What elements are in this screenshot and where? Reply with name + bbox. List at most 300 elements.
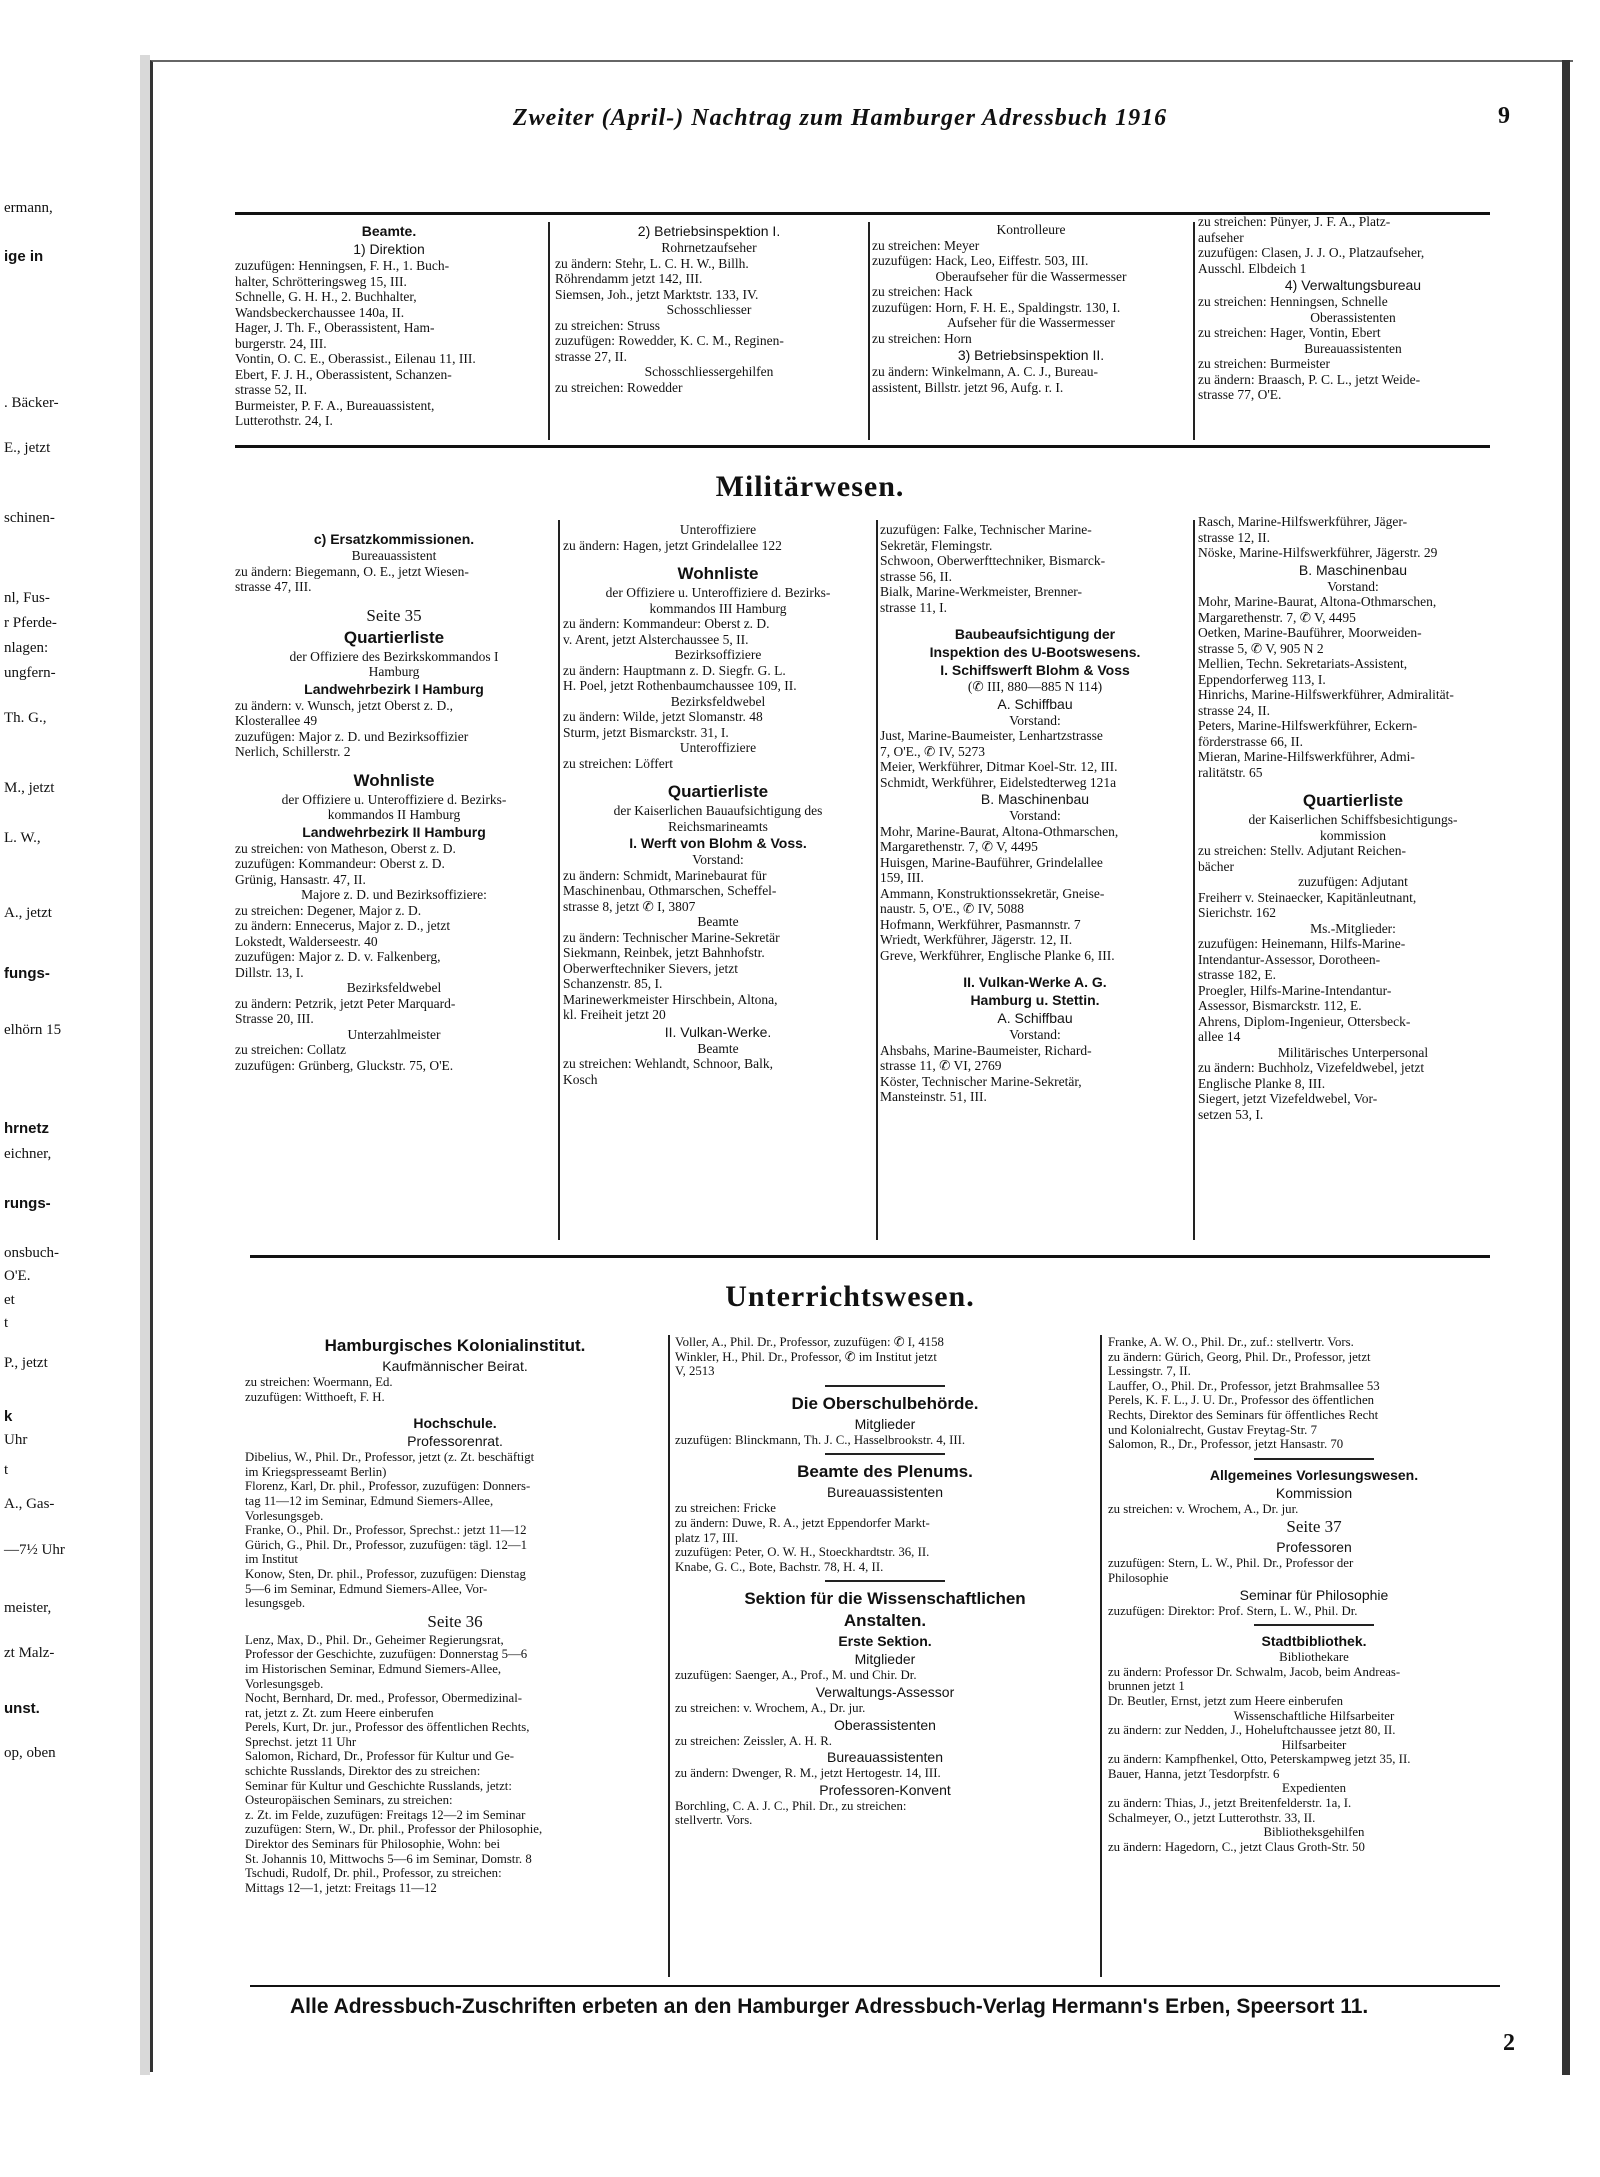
entry-heading: Erste Sektion. — [838, 1633, 932, 1650]
entry-line: setzen 53, I. — [1198, 1106, 1264, 1122]
entry-line: Mohr, Marine-Baurat, Altona-Othmarschen, — [1198, 594, 1437, 609]
entry-subheading: Professoren — [1276, 1539, 1352, 1556]
column-divider — [1193, 520, 1195, 1240]
entry-line: zu streichen: Collatz — [235, 1042, 346, 1057]
left-page-text: ige in — [4, 248, 44, 265]
entry-heading: Anstalten. — [843, 1611, 927, 1631]
left-page-text: E., jetzt — [4, 440, 51, 456]
section-rule — [235, 445, 1490, 448]
top-col-2 — [555, 222, 863, 395]
entry-line: Vorstand: — [692, 852, 744, 867]
entry-line: Tschudi, Rudolf, Dr. phil., Professor, zu streichen: — [245, 1866, 502, 1881]
entry-line: Seminar für Kultur und Geschichte Russlands, jetzt: — [245, 1778, 512, 1793]
spacer — [563, 771, 873, 781]
left-page-text: t — [4, 1462, 9, 1478]
mil-col-2 — [563, 522, 873, 1087]
entry-line: zu ändern: Braasch, P. C. L., jetzt Weide- — [1198, 371, 1421, 387]
entry-line: Nerlich, Schillerstr. 2 — [235, 744, 351, 759]
entry-line: Schosschliessergehilfen — [644, 364, 774, 379]
entry-line: zuzufügen: Adjutant — [1298, 874, 1408, 889]
entry-line: 159, III. — [880, 870, 924, 885]
entry-line: zuzufügen: Major z. D. und Bezirksoffizier — [235, 728, 469, 744]
left-page-text: L. W., — [4, 830, 41, 846]
entry-line: Kontrolleure — [996, 222, 1066, 237]
entry-line: Ahrens, Diplom-Ingenieur, Ottersbeck- — [1198, 1013, 1411, 1029]
entry-heading: Beamte des Plenums. — [797, 1462, 973, 1482]
entry-line: Dibelius, W., Phil. Dr., Professor, jetzt (z. Zt. beschäftigt — [245, 1450, 535, 1465]
entry-line: Proegler, Hilfs-Marine-Intendantur- — [1198, 982, 1392, 998]
entry-subheading: Oberassistenten — [834, 1716, 936, 1733]
entry-subheading: B. Maschinenbau — [980, 791, 1090, 807]
entry-line: aufseher — [1198, 229, 1244, 245]
entry-line: strasse 5, ✆ V, 905 N 2 — [1198, 640, 1324, 656]
spacer — [235, 760, 553, 770]
entry-line: Vontin, O. C. E., Oberassist., Eilenau 11, III. — [235, 351, 476, 366]
entry-heading: Baubeaufsichtigung der — [954, 626, 1116, 642]
entry-line: zu streichen: Stellv. Adjutant Reichen- — [1198, 843, 1406, 858]
entry-line: kommandos III Hamburg — [649, 600, 787, 616]
entry-line: Franke, A. W. O., Phil. Dr., zuf.: stellvertr. Vors. — [1108, 1335, 1354, 1349]
entry-line: kommandos II Hamburg — [327, 807, 461, 822]
entry-line: Schosschliesser — [666, 302, 752, 317]
short-rule — [1254, 1624, 1374, 1626]
entry-line: Borchling, C. A. J. C., Phil. Dr., zu streichen: — [675, 1798, 907, 1813]
entry-heading: Quartierliste — [343, 627, 445, 647]
entry-line: zu streichen: Meyer — [872, 237, 980, 253]
entry-subheading: II. Vulkan-Werke. — [664, 1023, 772, 1040]
entry-line: Mellien, Techn. Sekretariats-Assistent, — [1198, 656, 1408, 671]
entry-line: Ausschl. Elbdeich 1 — [1198, 260, 1307, 276]
left-page-fragment — [0, 55, 143, 2075]
left-page-text: op, oben — [4, 1745, 56, 1761]
left-page-text: Uhr — [4, 1432, 28, 1448]
left-page-text: schinen- — [4, 510, 55, 526]
entry-heading: Wohnliste — [353, 770, 435, 790]
entry-line: zu ändern: Schmidt, Marinebaurat für — [563, 867, 767, 883]
entry-heading: Landwehrbezirk II Hamburg — [302, 823, 486, 840]
entry-line: strasse 52, II. — [235, 382, 307, 397]
page-reference: Seite 37 — [1286, 1517, 1342, 1537]
entry-subheading: 1) Direktion — [353, 241, 425, 257]
entry-line: Nocht, Bernhard, Dr. med., Professor, Obermedizinal- — [245, 1691, 523, 1706]
mil-col-4 — [1198, 514, 1508, 1122]
short-rule — [1254, 1458, 1374, 1460]
left-page-text: t — [4, 1315, 9, 1331]
entry-line: Englische Planke 8, III. — [1198, 1075, 1326, 1091]
entry-heading: Quartierliste — [667, 782, 769, 801]
entry-line: Bialk, Marine-Werkmeister, Brenner- — [880, 584, 1083, 599]
entry-line: Hofmann, Werkführer, Pasmannstr. 7 — [880, 916, 1081, 932]
entry-line: zu ändern: Professor Dr. Schwalm, Jacob, beim Andreas- — [1108, 1664, 1401, 1679]
entry-subheading: Professoren-Konvent — [819, 1781, 951, 1798]
entry-line: z. Zt. im Felde, zuzufügen: Freitags 12—2 im Seminar — [245, 1807, 526, 1822]
entry-line: Schanzenstr. 85, I. — [563, 976, 663, 991]
entry-line: zu streichen: Henningsen, Schnelle — [1198, 294, 1388, 309]
entry-line: zu streichen: Löffert — [563, 755, 673, 771]
entry-line: Reichsmarineamts — [668, 818, 768, 834]
entry-line: zu ändern: Wilde, jetzt Slomanstr. 48 — [563, 709, 763, 724]
footer-rule — [250, 1985, 1500, 1987]
entry-line: zuzufügen: Rowedder, K. C. M., Reginen- — [555, 333, 784, 348]
entry-subheading: 2) Betriebsinspektion I. — [637, 223, 781, 239]
section-title-unterrichtswesen: Unterrichtswesen. — [725, 1280, 975, 1313]
entry-line: Hager, J. Th. F., Oberassistent, Ham- — [235, 320, 435, 335]
top-col-1 — [235, 222, 543, 429]
top-col-3 — [872, 222, 1190, 395]
page-reference: Seite 35 — [366, 605, 422, 625]
entry-line: lesungsgeb. — [245, 1596, 306, 1611]
entry-line: Margarethenstr. 7, ✆ V, 4495 — [880, 839, 1038, 854]
entry-line: zu streichen: Horn — [872, 330, 972, 346]
entry-line: Professor der Geschichte, zuzufügen: Donnerstag 5—6 — [245, 1647, 528, 1662]
entry-heading: I. Werft von Blohm & Voss. — [629, 835, 807, 851]
entry-line: Nöske, Marine-Hilfswerkführer, Jägerstr. 29 — [1198, 545, 1438, 560]
short-rule — [825, 1385, 945, 1387]
entry-line: Siegert, jetzt Vizefeldwebel, Vor- — [1198, 1091, 1378, 1106]
entry-line: Bauer, Hanna, jetzt Tesdorpfstr. 6 — [1108, 1766, 1280, 1781]
left-page-text: eichner, — [4, 1146, 52, 1162]
spacer — [235, 595, 553, 605]
entry-line: Margarethenstr. 7, ✆ V, 4495 — [1198, 609, 1356, 625]
entry-line: strasse 8, jetzt ✆ I, 3807 — [563, 898, 696, 914]
entry-line: bächer — [1198, 858, 1234, 874]
entry-line: zu ändern: Hauptmann z. D. Siegfr. G. L. — [563, 662, 786, 678]
entry-line: zu streichen: v. Wrochem, A., Dr. jur. — [1108, 1501, 1299, 1516]
entry-line: strasse 11, ✆ VI, 2769 — [880, 1058, 1002, 1073]
entry-line: strasse 12, II. — [1198, 529, 1270, 545]
mil-col-3 — [880, 522, 1190, 1105]
entry-line: Peters, Marine-Hilfswerkführer, Eckern- — [1198, 718, 1418, 733]
entry-line: zu ändern: Ennecerus, Major z. D., jetzt — [235, 918, 451, 933]
entry-line: Just, Marine-Baumeister, Lenhartzstrasse — [880, 728, 1103, 743]
entry-line: im Historischen Seminar, Edmund Siemers-Allee, — [245, 1661, 502, 1676]
left-page-text: elhörn 15 — [4, 1022, 62, 1038]
entry-heading: c) Ersatzkommissionen. — [313, 531, 475, 547]
entry-line: Vorstand: — [1009, 712, 1061, 728]
left-page-text: r Pferde- — [4, 615, 57, 631]
entry-line: Bureauassistenten — [1304, 340, 1402, 356]
entry-line: Vorlesungsgeb. — [245, 1508, 324, 1523]
entry-line: H. Poel, jetzt Rothenbaumchaussee 109, II. — [563, 678, 797, 693]
entry-line: Sturm, jetzt Bismarckstr. 31, I. — [563, 724, 729, 740]
entry-line: Konow, Sten, Dr. phil., Professor, zuzufügen: Dienstag — [245, 1566, 526, 1581]
entry-line: zuzufügen: Falke, Technischer Marine- — [880, 522, 1092, 537]
entry-line: zuzufügen: Stern, W., Dr. phil., Professor der Philosophie, — [245, 1822, 543, 1837]
entry-subheading: Mitglieder — [854, 1651, 916, 1668]
entry-line: Expedienten — [1282, 1781, 1346, 1796]
entry-line: zuzufügen: Peter, O. W. H., Stoeckhardtstr. 36, II. — [675, 1545, 930, 1560]
left-page-text: meister, — [4, 1600, 52, 1616]
entry-line: Sierichstr. 162 — [1198, 905, 1276, 920]
entry-line: Lenz, Max, D., Phil. Dr., Geheimer Regierungsrat, — [245, 1632, 504, 1647]
entry-heading: Die Oberschulbehörde. — [791, 1393, 979, 1413]
left-page-text: A., jetzt — [4, 905, 52, 921]
entry-line: Intendantur-Assessor, Dorotheen- — [1198, 951, 1381, 967]
entry-line: Direktor des Seminars für Philosophie, Wohn: bei — [245, 1837, 500, 1852]
entry-line: zu ändern: Biegemann, O. E., jetzt Wiesen- — [235, 563, 469, 579]
entry-subheading: 3) Betriebsinspektion II. — [957, 347, 1105, 363]
page-edge — [1562, 60, 1570, 2075]
entry-subheading: A. Schiffbau — [997, 695, 1073, 712]
page-number: 9 — [1498, 103, 1510, 129]
entry-line: V, 2513 — [675, 1364, 715, 1379]
entry-line: zu ändern: Kommandeur: Oberst z. D. — [563, 616, 770, 631]
entry-line: Philosophie — [1108, 1570, 1169, 1585]
entry-line: zuzufügen: Saenger, A., Prof., M. und Chir. Dr. — [675, 1668, 917, 1683]
entry-line: strasse 56, II. — [880, 568, 952, 584]
entry-line: Meier, Werkführer, Ditmar Koel-Str. 12, III. — [880, 759, 1118, 774]
entry-line: Hamburg — [368, 664, 420, 679]
entry-line: zu streichen: Struss — [555, 317, 660, 333]
entry-line: 7, O'E., ✆ IV, 5273 — [880, 743, 985, 759]
entry-subheading: Bureauassistenten — [827, 1484, 943, 1501]
entry-line: strasse 27, II. — [555, 348, 627, 364]
entry-heading: Landwehrbezirk I Hamburg — [304, 680, 484, 697]
entry-heading: Beamte. — [361, 223, 417, 239]
entry-subheading: Mitglieder — [854, 1415, 916, 1432]
entry-line: Perels, Kurt, Dr. jur., Professor des öffentlichen Rechts, — [245, 1720, 530, 1735]
entry-line: zu ändern: Hagedorn, C., jetzt Claus Groth-Str. 50 — [1108, 1839, 1365, 1854]
entry-subheading: 4) Verwaltungsbureau — [1284, 277, 1422, 293]
entry-line: Wissenschaftliche Hilfsarbeiter — [1233, 1708, 1395, 1723]
entry-line: Lokstedt, Walderseestr. 40 — [235, 933, 378, 949]
entry-line: der Kaiserlichen Bauaufsichtigung des — [613, 803, 823, 818]
left-page-text: nl, Fus- — [4, 590, 50, 606]
entry-line: Assessor, Bismarckstr. 112, E. — [1198, 998, 1362, 1013]
entry-line: allee 14 — [1198, 1029, 1241, 1044]
entry-line: brunnen jetzt 1 — [1108, 1679, 1185, 1694]
unt-col-3 — [1108, 1335, 1520, 1854]
entry-line: zuzufügen: Grünberg, Gluckstr. 75, O'E. — [235, 1057, 454, 1073]
entry-line: Dr. Beutler, Ernst, jetzt zum Heere einberufen — [1108, 1693, 1344, 1708]
spacer — [245, 1404, 665, 1414]
entry-heading: Sektion für die Wissenschaftlichen — [744, 1589, 1026, 1609]
entry-line: Schwoon, Oberwerfttechniker, Bismarck- — [880, 553, 1106, 568]
entry-line: Oberwerftechniker Sievers, jetzt — [563, 960, 739, 976]
unt-col-2 — [675, 1335, 1095, 1828]
entry-line: Florenz, Karl, Dr. phil., Professor, zuzufügen: Donners- — [245, 1479, 531, 1494]
page-header-title: Zweiter (April-) Nachtrag zum Hamburger Adressbuch 1916 — [512, 105, 1168, 131]
entry-line: Gürich, G., Phil. Dr., Professor, zuzufügen: tägl. 12—1 — [245, 1537, 528, 1552]
entry-line: zu ändern: v. Wunsch, jetzt Oberst z. D., — [235, 697, 454, 713]
entry-line: Mansteinstr. 51, III. — [880, 1089, 987, 1104]
entry-heading: Hochschule. — [413, 1415, 497, 1432]
entry-line: Siemsen, Joh., jetzt Marktstr. 133, IV. — [555, 286, 759, 302]
left-page-text: hrnetz — [4, 1120, 49, 1137]
left-page-text: ermann, — [4, 200, 53, 216]
left-page-text: Th. G., — [4, 710, 47, 726]
entry-line: halter, Schrötteringsweg 15, III. — [235, 273, 407, 289]
entry-subheading: Verwaltungs-Assessor — [815, 1683, 955, 1700]
entry-line: der Offiziere u. Unteroffiziere d. Bezirks- — [605, 585, 831, 600]
left-page-text: O'E. — [4, 1268, 31, 1284]
entry-line: Lauffer, O., Phil. Dr., Professor, jetzt Brahmsallee 53 — [1108, 1378, 1380, 1393]
entry-line: Majore z. D. und Bezirksoffiziere: — [301, 887, 487, 902]
entry-line: platz 17, III. — [675, 1530, 739, 1545]
entry-line: Unteroffiziere — [679, 522, 757, 537]
entry-line: der Kaiserlichen Schiffsbesichtigungs- — [1248, 812, 1458, 827]
entry-line: Vorstand: — [1009, 808, 1061, 823]
entry-line: Vorstand: — [1327, 578, 1379, 594]
entry-line: Bezirksfeldwebel — [346, 980, 442, 995]
entry-line: strasse 11, I. — [880, 599, 947, 615]
entry-line: assistent, Billstr. jetzt 96, Aufg. r. I. — [872, 379, 1064, 395]
entry-subheading: Kaufmännischer Beirat. — [382, 1358, 528, 1374]
entry-heading: II. Vulkan-Werke A. G. — [963, 974, 1107, 990]
entry-line: zu ändern: Winkelmann, A. C. J., Bureau- — [872, 364, 1099, 379]
entry-line: zu streichen: Wehlandt, Schnoor, Balk, — [563, 1056, 773, 1071]
entry-line: zuzufügen: Hack, Leo, Eiffestr. 503, III. — [872, 253, 1089, 268]
entry-line: Lessingstr. 7, II. — [1108, 1364, 1191, 1379]
entry-line: zu streichen: Fricke — [675, 1501, 776, 1516]
left-page-text: et — [4, 1292, 15, 1308]
entry-line: Ammann, Konstruktionssekretär, Gneise- — [880, 885, 1105, 901]
entry-line: Mohr, Marine-Baurat, Altona-Othmarschen, — [880, 823, 1119, 839]
entry-line: zuzufügen: Henningsen, F. H., 1. Buch- — [235, 258, 450, 273]
entry-subheading: Bureauassistenten — [827, 1749, 943, 1766]
entry-heading: Wohnliste — [677, 564, 759, 583]
entry-line: zu ändern: Petzrik, jetzt Peter Marquard- — [235, 995, 456, 1011]
entry-line: zu streichen: v. Wrochem, A., Dr. jur. — [675, 1700, 866, 1715]
entry-line: der Offiziere u. Unteroffiziere d. Bezirks- — [281, 791, 507, 807]
entry-line: Osteuropäischen Seminars, zu streichen: — [245, 1793, 453, 1808]
entry-line: Bezirksfeldwebel — [670, 693, 766, 709]
section-title-militaerwesen: Militärwesen. — [715, 470, 905, 503]
entry-subheading: A. Schiffbau — [997, 1010, 1073, 1026]
entry-line: Schmidt, Werkführer, Eidelstedterweg 121a — [880, 774, 1117, 790]
entry-line: zu streichen: Pünyer, J. F. A., Platz- — [1198, 214, 1391, 229]
entry-line: Voller, A., Phil. Dr., Professor, zuzufügen: ✆ I, 4158 — [675, 1335, 944, 1349]
left-page-text: onsbuch- — [4, 1245, 59, 1261]
entry-line: Militärisches Unterpersonal — [1277, 1044, 1429, 1060]
entry-line: Aufseher für die Wassermesser — [947, 315, 1115, 330]
entry-heading: I. Schiffswerft Blohm & Voss — [940, 662, 1130, 678]
entry-line: Lutterothstr. 24, I. — [235, 413, 333, 428]
entry-line: Hilfsarbeiter — [1281, 1737, 1347, 1752]
entry-line: v. Arent, jetzt Alsterchaussee 5, II. — [563, 631, 749, 647]
entry-line: Vorlesungsgeb. — [245, 1676, 324, 1691]
section-rule — [250, 1255, 1490, 1258]
entry-line: zuzufügen: Major z. D. v. Falkenberg, — [235, 949, 441, 964]
sheet-number: 2 — [1503, 2030, 1515, 2056]
unt-col-1 — [245, 1335, 665, 1895]
entry-line: naustr. 5, O'E., ✆ IV, 5088 — [880, 901, 1024, 916]
entry-line: Hinrichs, Marine-Hilfswerkführer, Admiralität- — [1198, 687, 1454, 702]
entry-line: zuzufügen: Clasen, J. J. O., Platzaufseher, — [1198, 245, 1425, 260]
entry-line: Franke, O., Phil. Dr., Professor, Sprechst.: jetzt 11—12 — [245, 1523, 527, 1538]
left-page-text: ungfern- — [4, 665, 56, 681]
entry-line: Siekmann, Reinbek, jetzt Bahnhofstr. — [563, 945, 765, 960]
entry-line: Huisgen, Marine-Bauführer, Grindelallee — [880, 854, 1103, 870]
entry-line: Röhrendamm jetzt 142, III. — [555, 271, 703, 286]
entry-line: im Kriegspresseamt Berlin) — [245, 1464, 387, 1479]
entry-subheading: B. Maschinenbau — [1298, 561, 1408, 578]
entry-line: kl. Freiheit jetzt 20 — [563, 1007, 666, 1022]
left-page-text: rungs- — [4, 1195, 51, 1212]
entry-line: Ms.-Mitglieder: — [1310, 920, 1396, 936]
short-rule — [825, 1580, 945, 1582]
entry-line: Bibliothekare — [1279, 1650, 1349, 1665]
entry-line: zuzufügen: Heinemann, Hilfs-Marine- — [1198, 936, 1406, 951]
entry-line: Wriedt, Werkführer, Jägerstr. 12, II. — [880, 932, 1073, 947]
spacer — [1198, 780, 1508, 790]
entry-line: Vorstand: — [1009, 1027, 1061, 1042]
entry-heading: Hamburg u. Stettin. — [970, 992, 1100, 1008]
left-page-text: unst. — [4, 1700, 40, 1717]
entry-line: zu streichen: Burmeister — [1198, 356, 1330, 371]
entry-line: zu streichen: Hager, Vontin, Ebert — [1198, 325, 1381, 340]
spacer — [880, 963, 1190, 973]
entry-line: kommission — [1319, 827, 1386, 843]
entry-heading: Inspektion des U-Bootswesens. — [929, 644, 1141, 660]
entry-line: Schnelle, G. H. H., 2. Buchhalter, — [235, 289, 417, 304]
entry-line: zu ändern: Thias, J., jetzt Breitenfelderstr. 1a, I. — [1108, 1796, 1352, 1811]
entry-line: Grünig, Hansastr. 47, II. — [235, 871, 366, 887]
entry-line: Strasse 20, III. — [235, 1011, 314, 1026]
entry-line: Ahsbahs, Marine-Baumeister, Richard- — [880, 1042, 1092, 1058]
column-divider — [868, 222, 870, 440]
entry-line: zu ändern: Gürich, Georg, Phil. Dr., Professor, jetzt — [1108, 1349, 1371, 1364]
entry-line: strasse 47, III. — [235, 579, 312, 594]
entry-line: Sprechst. jetzt 11 Uhr — [245, 1734, 357, 1749]
left-page-text: nlagen: — [4, 640, 49, 656]
entry-heading: Allgemeines Vorlesungswesen. — [1209, 1466, 1419, 1483]
entry-line: förderstrasse 66, II. — [1198, 733, 1303, 749]
column-divider — [1100, 1335, 1102, 1977]
entry-line: und Kolonialrecht, Gustav Freytag-Str. 7 — [1108, 1422, 1317, 1437]
entry-line: Maschinenbau, Othmarschen, Scheffel- — [563, 883, 777, 898]
left-page-text: k — [4, 1408, 13, 1425]
entry-line: St. Johannis 10, Mittwochs 5—6 im Seminar, Domstr. 8 — [245, 1851, 532, 1866]
entry-line: zuzufügen: Direktor: Prof. Stern, L. W., Phil. Dr. — [1108, 1603, 1358, 1618]
entry-line: Rechts, Direktor des Seminars für öffentliches Recht — [1108, 1407, 1379, 1422]
entry-line: Perels, K. F. L., J. U. Dr., Professor des öffentlichen — [1108, 1393, 1375, 1408]
entry-line: Oberassistenten — [1310, 309, 1396, 325]
entry-line: Mittags 12—1, jetzt: Freitags 11—12 — [245, 1880, 437, 1895]
entry-line: Unteroffiziere — [679, 740, 757, 755]
entry-line: Köster, Technischer Marine-Sekretär, — [880, 1073, 1082, 1089]
entry-line: Klosterallee 49 — [235, 713, 318, 728]
entry-line: zuzufügen: Blinckmann, Th. J. C., Hasselbrookstr. 4, III. — [675, 1432, 966, 1447]
entry-line: zu streichen: Zeissler, A. H. R. — [675, 1733, 832, 1748]
spacer — [563, 553, 873, 563]
entry-line: Marinewerkmeister Hirschbein, Altona, — [563, 991, 778, 1007]
column-divider — [668, 1335, 670, 1977]
entry-line: Knabe, G. C., Bote, Bachstr. 78, H. 4, II. — [675, 1559, 884, 1574]
entry-heading: Stadtbibliothek. — [1261, 1633, 1367, 1650]
spacer — [880, 615, 1190, 625]
entry-line: Unterzahlmeister — [347, 1026, 441, 1042]
entry-line: tag 11—12 im Seminar, Edmund Siemers-Allee, — [245, 1493, 494, 1508]
entry-line: der Offiziere des Bezirkskommandos I — [289, 648, 499, 664]
entry-line: zuzufügen: Kommandeur: Oberst z. D. — [235, 856, 445, 871]
entry-line: zuzufügen: Witthoeft, F. H. — [245, 1389, 385, 1404]
entry-line: Ebert, F. J. H., Oberassistent, Schanzen- — [235, 366, 452, 382]
entry-line: rat, jetzt z. Zt. zum Heere einberufen — [245, 1705, 434, 1720]
book-spine — [140, 55, 150, 2075]
entry-line: Wandsbeckerchaussee 140a, II. — [235, 304, 405, 320]
entry-line: zu ändern: Buchholz, Vizefeldwebel, jetzt — [1198, 1060, 1425, 1075]
entry-line: burgerstr. 24, III. — [235, 335, 327, 351]
entry-line: Beamte — [697, 1040, 739, 1056]
entry-line: Kosch — [563, 1071, 598, 1087]
entry-heading: Quartierliste — [1302, 791, 1404, 810]
entry-line: Rohrnetzaufseher — [661, 240, 757, 255]
entry-line: strasse 24, II. — [1198, 702, 1270, 718]
entry-line: im Institut — [245, 1552, 298, 1567]
entry-line: Bureauassistent — [351, 548, 437, 563]
entry-line: zu ändern: Hagen, jetzt Grindelallee 122 — [563, 537, 782, 553]
